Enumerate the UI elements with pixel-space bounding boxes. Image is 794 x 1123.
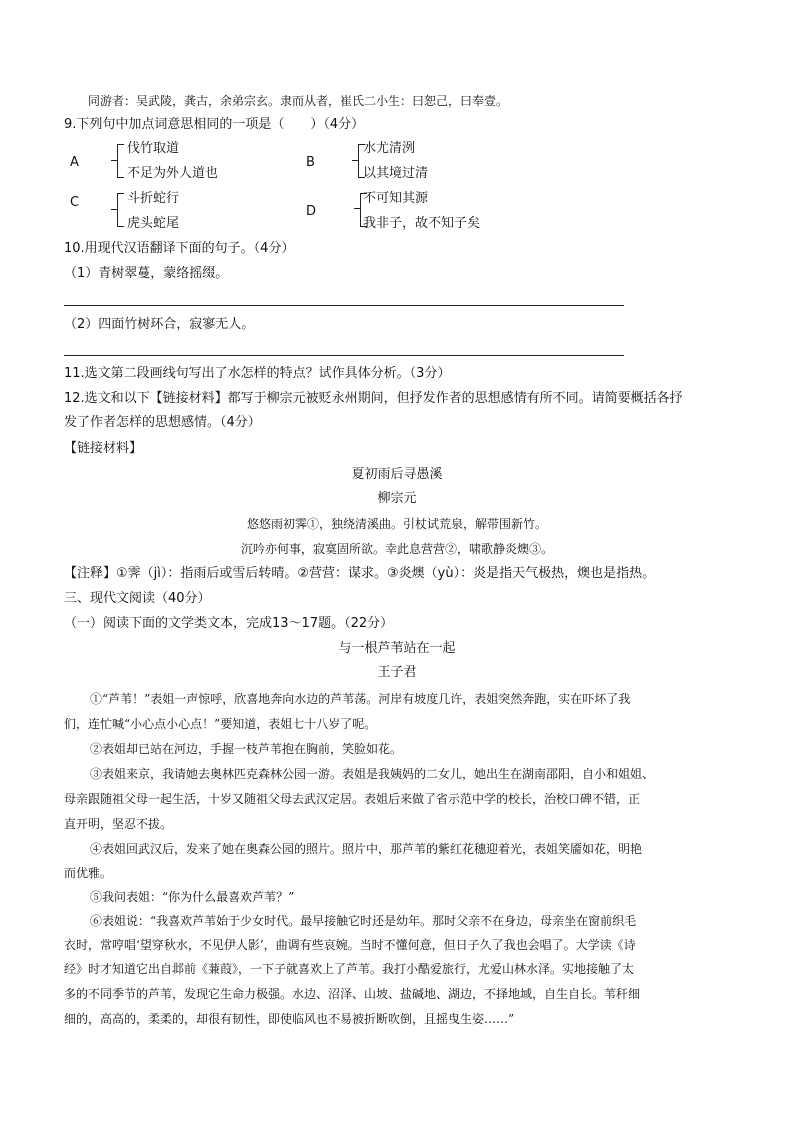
paragraph-6-line-5: 细的，高高的，柔柔的，却很有韧性，即使临风也不易被折断吹倒，且摇曳生姿……” [64, 1012, 515, 1026]
question-9-stem: 9.下列句中加点词意思相同的一项是（ ）（4分） [64, 117, 365, 132]
article-author: 王子君 [377, 665, 417, 680]
paragraph-6-line-1: ⑥表姐说：“我喜欢芦苇始于少女时代。最早接触它时还是幼年。那时父亲不在身边，母亲坐在窗前织毛 [90, 914, 637, 928]
poem-notes: 【注释】①霁（jì）：指雨后或雪后转晴。②营营：谋求。③炎燠（yù）：炎是指天气极热，燠也是指热。 [64, 566, 656, 581]
option-line-2: 不足为外人道也 [127, 166, 219, 181]
subsection-1-heading: （一）阅读下面的文学类文本，完成13～17题。（22分） [64, 616, 394, 631]
option-line-1: 不可知其源 [363, 191, 429, 206]
brace-icon [117, 193, 124, 227]
question-10-stem: 10.用现代汉语翻译下面的句子。（4分） [64, 241, 295, 256]
option-line-2: 以其境过清 [363, 166, 429, 181]
poem-author: 柳宗元 [377, 491, 417, 506]
passage-companions-line: 同游者：吴武陵，龚古，余弟宗玄。隶而从者，崔氏二小生：曰恕己，曰奉壹。 [88, 94, 509, 108]
paragraph-2: ②表姐却已站在河边，手握一枝芦苇抱在胸前，笑脸如花。 [90, 742, 403, 756]
paragraph-1-line-2: 们，连忙喊“小心点小心点！”要知道，表姐七十八岁了呢。 [64, 717, 377, 731]
brace-icon [117, 144, 124, 178]
poem-line-2: 沉吟亦何事，寂寞固所欲。幸此息营营②，啸歌静炎燠③。 [240, 542, 553, 556]
option-letter: C [70, 195, 80, 210]
option-line-1: 水尤清洌 [363, 141, 416, 156]
paragraph-6-line-3: 经》时才知道它出自邶前《蒹葭》，一下子就喜欢上了芦苇。我打小酷爱旅行，尤爱山林水泽。实地接触了太 [64, 962, 635, 976]
paragraph-6-line-2: 衣时，常哼唱‘望穿秋水，不见伊人影’，曲调有些哀婉。当时不懂何意，但日子久了我也会唱了。大学读《诗 [64, 938, 636, 952]
paragraph-3-line-1: ③表姐来京，我请她去奥林匹克森林公园一游。表姐是我姨妈的二女儿，她出生在湖南邵阳，自小和姐姐、 [90, 767, 655, 781]
option-line-1: 斗折蛇行 [127, 191, 180, 206]
question-12-stem-line-1: 12.选文和以下【链接材料】都写于柳宗元被贬永州期间，但抒发作者的思想感情有所不同。请简要概括各抒 [64, 391, 683, 406]
paragraph-5: ⑤我问表姐：“你为什么最喜欢芦苇？” [90, 890, 295, 904]
paragraph-4-line-1: ④表姐回武汉后，发来了她在奥森公园的照片。照片中，那芦苇的紫红花穗迎着光，表姐笑靥如花，明艳 [90, 842, 643, 856]
paragraph-3-line-2: 母亲跟随祖父母一起生活，十岁又随祖父母去武汉定居。表姐后来做了省示范中学的校长，治校口碑不错，正 [64, 792, 641, 806]
poem-line-1: 悠悠雨初霁①，独绕清溪曲。引杖试荒泉，解带围新竹。 [246, 517, 547, 531]
article-title: 与一根芦苇站在一起 [338, 641, 456, 656]
question-10-sentence-2: （2）四面竹树环合，寂寥无人。 [64, 317, 255, 332]
option-letter: A [70, 155, 79, 170]
paragraph-3-line-3: 直开明，坚忍不拔。 [64, 817, 173, 831]
link-material-label: 【链接材料】 [64, 441, 143, 456]
option-letter: B [306, 155, 315, 170]
option-line-2: 我非子，故不知子矣 [363, 216, 481, 231]
answer-line-1[interactable] [64, 305, 624, 306]
question-11-stem: 11.选文第二段画线句写出了水怎样的特点？试作具体分析。（3分） [64, 366, 451, 381]
question-12-stem-line-2: 发了作者怎样的思想感情。（4分） [64, 415, 261, 430]
option-letter: D [306, 204, 317, 219]
paragraph-4-line-2: 而优雅。 [64, 866, 113, 880]
question-10-sentence-1: （1）青树翠蔓，蒙络摇缀。 [64, 266, 229, 281]
paragraph-1-line-1: ①“芦苇！”表姐一声惊呼，欣喜地奔向水边的芦苇荡。河岸有坡度几许，表姐突然奔跑，实在吓坏了我 [90, 692, 631, 706]
section-3-heading: 三、现代文阅读（40分） [64, 591, 211, 606]
option-line-1: 伐竹取道 [127, 141, 180, 156]
option-line-2: 虎头蛇尾 [127, 216, 180, 231]
poem-title: 夏初雨后寻愚溪 [351, 467, 443, 482]
paragraph-6-line-4: 多的不同季节的芦苇，发现它生命力极强。水边、沼泽、山坡、盐碱地、湖边，不择地域，自生自长。苇秆细 [64, 987, 641, 1001]
answer-line-2[interactable] [64, 355, 624, 356]
